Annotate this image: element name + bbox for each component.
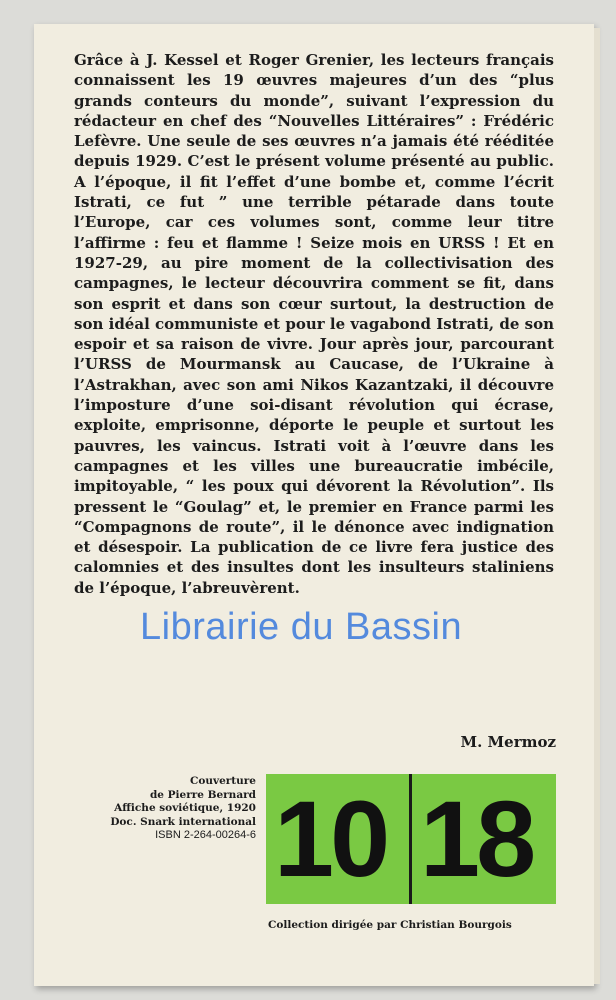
logo-divider: [409, 774, 412, 904]
collection-credit: Collection dirigée par Christian Bourgois: [268, 919, 512, 931]
book-page-edge: [594, 28, 600, 984]
credit-line-4: Doc. Snark international: [110, 815, 256, 828]
blurb-text: Grâce à J. Kessel et Roger Grenier, les lecteurs français connaissent les 19 œuvres majeures d’un des “plus grands conteurs du monde”, suivant l’expression du rédacteur en chef des “Nouvelles Littéraires” : Frédéric Lefèvre. Une seule de ses œuvres n’a jamais été rééditée depuis 1929. C’est le présent volume présenté au public. A l’époque, il fit l’effet d’une bombe et, comme l’écrit Istrati, ce fut ” une terrible pétarade dans toute l’Europe, car ces volumes sont, comme leur titre l’affirme : feu et flamme ! Seize mois en URSS ! Et en 1927-29, au pire moment de la collectivisation des campagnes, le lecteur découvrira comment se fit, dans son esprit et dans son cœur surtout, la destruction de son idéal communiste et pour le vagabond Istrati, de son espoir et sa raison de vivre. Jour après jour, parcourant l’URSS de Mourmansk au Caucase, de l’Ukraine à l’Astrakhan, avec son ami Nikos Kazantzaki, il découvre l’imposture d’une soi-disant révolution qui écrase, exploite, emprisonne, déporte le peuple et surtout les pauvres, les vaincus. Istrati voit à l’œuvre dans les campagnes et les villes une bureaucratie imbécile, impitoyable, “ les poux qui dévorent la Révolution”. Ils pressent le “Goulag” et, le premier en France parmi les “Compagnons de route”, il le dénonce avec indignation et désespoir. La publication de ce livre fera justice des calomnies et des insultes dont les insulteurs staliniens de l’époque, l’abreuvèrent.: [74, 51, 554, 597]
bookseller-watermark: Librairie du Bassin: [140, 606, 463, 648]
publisher-logo-10-18: [266, 774, 556, 904]
blurb-author: M. Mermoz: [460, 733, 556, 751]
credit-line-2: de Pierre Bernard: [149, 788, 256, 801]
logo-number-10: 10: [274, 778, 387, 899]
logo-number-18: 18: [420, 778, 533, 899]
credit-line-3: Affiche soviétique, 1920: [114, 802, 256, 814]
credit-line-1: Couverture: [189, 775, 256, 787]
isbn: ISBN 2-264-00264-6: [155, 829, 256, 841]
cover-credits: [110, 775, 256, 843]
